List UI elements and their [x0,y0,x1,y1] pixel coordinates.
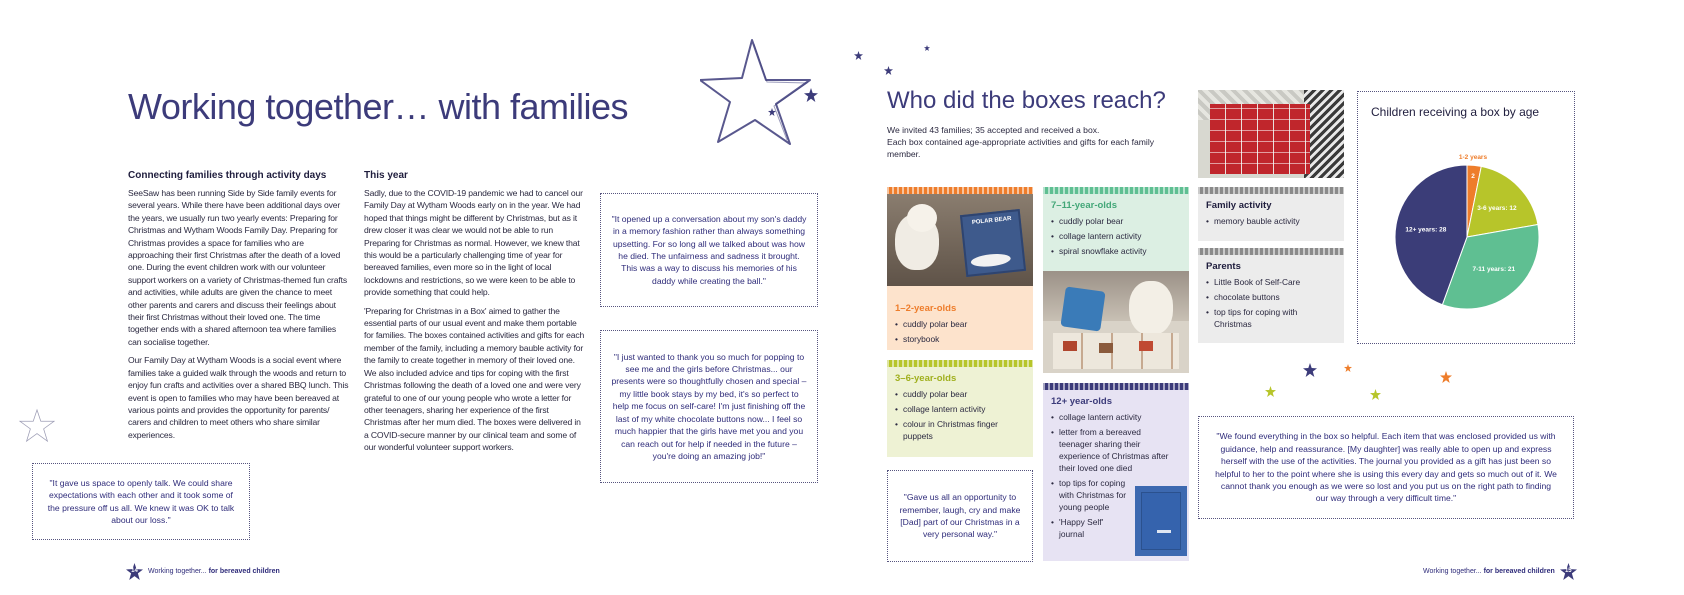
card-item: • memory bauble activity [1206,215,1336,227]
card-list [1206,276,1336,330]
col1-heading: Connecting families through activity days [128,170,327,181]
small-star-icon [768,108,776,116]
card-item: • top tips for coping with Christmas [1206,306,1316,330]
pie-data-label: 7-11 years: 21 [1472,265,1516,273]
page-number: 15 [1564,568,1572,574]
polar-bear-photo [887,194,1033,286]
decor-star-icon [1440,371,1452,383]
col1-paragraph: Our Family Day at Wytham Woods is a social event where families take a guided walk through the woods and return to enjoy fun crafts and activities over a shared BBQ lunch. This event is open to families who may have been bereaved at various points and provides the opportunity for parents/ carers and children to meet others who share similar experiences. [128,355,349,440]
page-number: 14 [131,568,138,574]
page-number-star-icon [1560,563,1577,580]
card-item: • cuddly polar bear [895,318,1025,330]
card-item: • colour in Christmas finger puppets [895,418,1025,442]
col2-body [364,187,586,460]
small-star-icon [884,66,893,75]
pie-chart-box [1357,91,1575,344]
chart-title: Children receiving a box by age [1371,105,1540,119]
page-number-star-icon [126,563,143,580]
decor-star-icon [1265,386,1276,397]
title-bold: with families [438,86,629,127]
quote-text: "It gave us space to openly talk. We could share expectations with each other and it took some of the pressure off us all. We knew it was OK to talk about our loss." [47,477,235,525]
small-star-icon [854,51,863,60]
quote-box [32,463,250,540]
card-bar [1198,248,1344,255]
decor-star-icon [1370,389,1381,400]
card-title: Parents [1206,261,1241,272]
footer-right [1423,563,1577,580]
card-item: • cuddly polar bear [1051,215,1181,227]
card-title: Family activity [1206,200,1272,211]
title-light: Working together… [128,86,439,127]
card-item: • cuddly polar bear [895,388,1025,400]
pie-outside-label: 1-2 years [1458,154,1488,161]
card-parents [1198,248,1344,343]
pie-data-label: 3-6 years: 12 [1477,204,1517,212]
card-title: 1–2-year-olds [895,303,957,314]
card-age-1-2 [887,187,1033,350]
card-item: • spiral snowflake activity [1051,245,1181,257]
quote-box [887,470,1033,562]
card-bar [1043,187,1189,194]
card-age-7-11 [1043,187,1189,373]
card-bar [887,187,1033,194]
right-page-title: Who did the boxes reach? [887,87,1166,114]
card-title: 7–11-year-olds [1051,200,1118,211]
card-item: • collage lantern activity [895,403,1025,415]
col2-paragraph: 'Preparing for Christmas in a Box' aimed to gather the essential parts of our usual event and make them portable for families. The boxes contained activities and gifts for each member of the family, including a memory bauble activity for the family to create together in memory of their loved one. We also included advice and tips for coping with the first Christmas following the death of a loved one and were very grateful to one of our young people who wrote a letter for other teenagers, sharing her experience of the first Christmas after her mum died. The boxes were delivered in a COVID-secure manner by our clinical team and some of our wonderful volunteer support workers. [364,305,585,453]
col2-paragraph: Sadly, due to the COVID-19 pandemic we had to cancel our Family Day at Wytham Woods early on in the year. We had hoped that things might be different by Christmas, but as it drew closer it was clear we would not be able to run Preparing for Christmas as normal. However, we knew that this would be a particularly challenging time of year for bereaved families, even more so in the light of local lockdowns and restrictions, so we were keen to be able to provide something that could help. [364,188,583,298]
footer-text-bold: for bereaved children [208,568,280,575]
card-item: • chocolate buttons [1206,291,1336,303]
small-star-icon [804,88,818,102]
card-item: • collage lantern activity [1051,230,1181,242]
card-list [1051,215,1181,257]
footer-text-bold: for bereaved children [1483,568,1555,575]
card-item: • 'Happy Self' journal [1051,516,1121,540]
card-family-activity [1198,187,1344,241]
pie-data-label: 12+ years: 28 [1405,226,1447,234]
book-title: POLAR BEAR [971,215,1012,227]
faint-star-icon [18,408,56,444]
card-age-3-6 [887,360,1033,457]
card-item: • Little Book of Self-Care [1206,276,1336,288]
card-list [895,318,1025,345]
boxes-photo [1198,90,1344,178]
intro-line: We invited 43 families; 35 accepted and received a box. [887,125,1100,135]
quote-text: "I just wanted to thank you so much for popping to see me and the girls before Christmas... our presents were so thoughtfully chosen and special – my little book stays by my bed, it's so perfect to help me focus on self-care! I'm just finishing off the last of my white chocolate buttons now... I feel so much happier that the girls have met you and you can reach out for help if needed in the future – you're doing an amazing job!" [611,351,807,461]
footer-text: Working together... [148,568,209,575]
card-list [895,388,1025,442]
col2-heading: This year [364,170,408,181]
small-star-icon [924,45,930,51]
card-item: • top tips for coping with Christmas for young people [1051,477,1129,513]
footer-left [126,563,280,580]
quote-text: "It opened up a conversation about my son's daddy in a memory fashion rather than always something upsetting. For so long all we talked about was how he died. The unfairness and sadness it brought. This was a way to discuss his memories of his daddy while creating the ball." [611,213,807,286]
quote-box [600,330,818,483]
activity-photo [1043,271,1189,373]
card-item: • storybook [895,333,1025,345]
card-list [1206,215,1336,227]
decor-star-icon [1344,364,1352,372]
card-age-12-plus [1043,383,1189,561]
quote-text: "Gave us all an opportunity to remember, laugh, cry and make [Dad] part of our Christmas in a very personal way." [899,492,1021,540]
pie-data-label: 2 [1471,173,1475,181]
page-title [128,86,628,128]
decor-star-icon [1303,363,1317,377]
quote-box [1198,416,1574,519]
col1-paragraph: SeeSaw has been running Side by Side family events for several years. While there have been additional days over the years, we usually run two yearly events: Preparing for Christmas and Wytham Woods Family Day. Preparing for Christmas provides a space for families who are approaching their first Christmas after the death of a loved one. During the event children work with our volunteer support workers on a variety of Christmas-themed fun crafts and activities, while adults are given the chance to meet other parents and carers and discuss their feelings about their first Christmas without their loved one. The time together ends with a shared afternoon tea where families can socialise together. [128,188,347,347]
card-item: • collage lantern activity [1051,411,1181,423]
quote-text: "We found everything in the box so helpful. Each item that was enclosed provided us with guidance, help and reassurance. [My daughter] was really able to open up and express herself with the use of the activities. The journal you provided as a gift has just been so helpful to her to the point where she is using this every day and gets so much out of it. We cannot thank you enough as we were so lost and you put us on the right path to finding our way through a very difficult time." [1215,431,1557,504]
col1-body [128,187,350,447]
card-bar [1198,187,1344,194]
outline-star-icon [700,36,820,151]
card-title: 3–6-year-olds [895,373,957,384]
card-title: 12+ year-olds [1051,396,1112,407]
card-bar [1043,383,1189,390]
card-bar [887,360,1033,367]
footer-text: Working together... [1423,568,1484,575]
intro-line: Each box contained age-appropriate activities and gifts for each family member. [887,137,1155,159]
intro-text [887,124,1157,160]
journal-photo [1135,486,1187,556]
pie-chart [1358,132,1576,342]
card-item: • letter from a bereaved teenager sharing their experience of Christmas after their loved one died [1051,426,1175,474]
quote-box [600,193,818,307]
